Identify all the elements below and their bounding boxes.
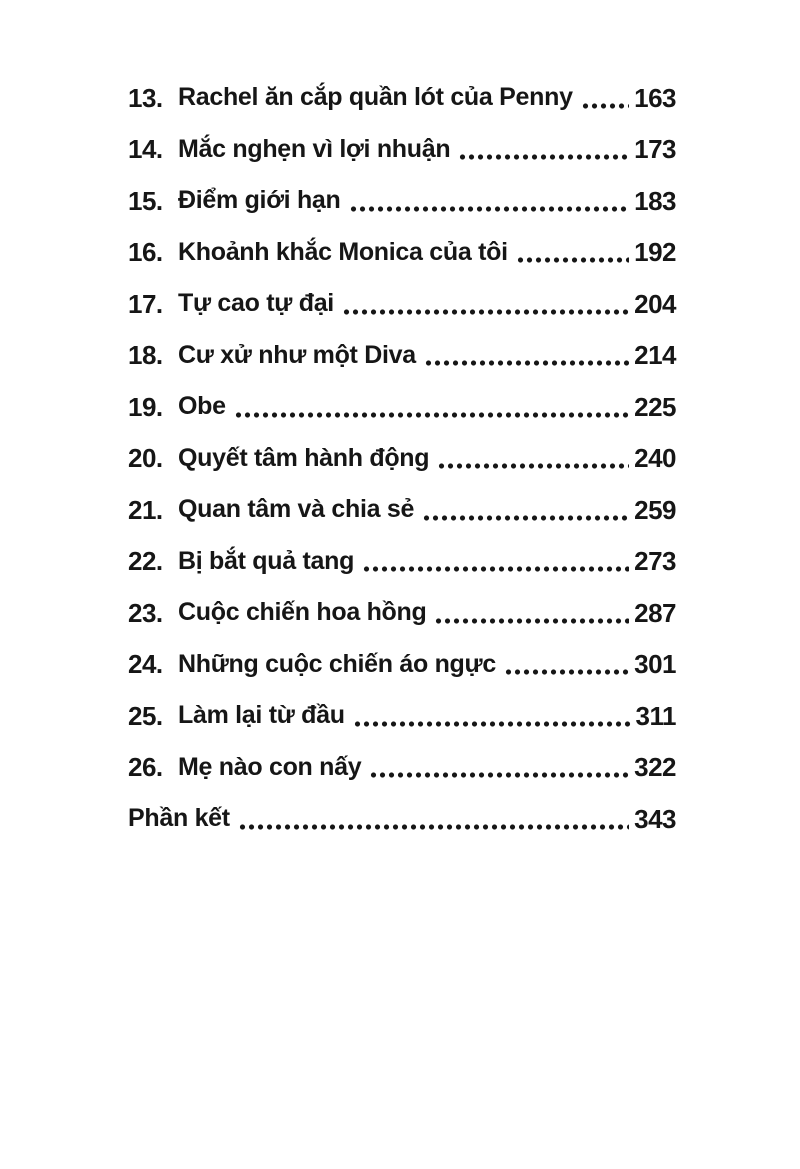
chapter-title: Những cuộc chiến áo ngực <box>178 649 496 678</box>
chapter-number: 18. <box>128 340 163 370</box>
toc-entry <box>128 626 676 678</box>
toc-entry <box>128 523 676 575</box>
dot-leader <box>434 618 629 624</box>
page-number: 225 <box>634 391 676 422</box>
toc-entry <box>128 471 676 523</box>
page-number: 163 <box>634 82 676 113</box>
chapter-title: Khoảnh khắc Monica của tôi <box>178 237 508 266</box>
chapter-number: 23. <box>128 597 163 628</box>
dot-leader <box>581 103 629 109</box>
chapter-title: Mắc nghẹn vì lợi nhuận <box>178 134 451 163</box>
chapter-title: Tự cao tự đại <box>178 289 334 318</box>
table-of-contents <box>128 59 676 832</box>
chapter-number: 15. <box>128 185 163 216</box>
dot-leader <box>437 463 629 469</box>
chapter-number: 16. <box>128 237 163 267</box>
chapter-title: Rachel ăn cắp quần lót của Penny <box>178 83 573 112</box>
toc-entry <box>128 162 676 214</box>
dot-leader <box>342 309 629 315</box>
dot-leader <box>424 360 629 366</box>
chapter-number: 24. <box>128 649 163 679</box>
dot-leader <box>516 257 629 263</box>
chapter-number: 25. <box>128 700 163 731</box>
chapter-title: Cuộc chiến hoa hồng <box>178 598 427 627</box>
chapter-title: Quan tâm và chia sẻ <box>178 495 415 524</box>
page-number: 173 <box>634 134 676 164</box>
dot-leader <box>422 515 629 521</box>
dot-leader <box>458 154 629 160</box>
page-number: 240 <box>634 443 676 473</box>
toc-entry <box>128 111 676 163</box>
page-number: 259 <box>634 494 676 525</box>
dot-leader <box>353 721 631 727</box>
chapter-title: Làm lại từ đầu <box>178 701 345 730</box>
page-number: 273 <box>634 546 676 576</box>
page-number: 311 <box>635 700 676 731</box>
chapter-title: Mẹ nào con nấy <box>178 752 362 781</box>
dot-leader <box>349 206 630 212</box>
toc-entry-epilogue <box>128 780 676 832</box>
dot-leader <box>504 669 629 675</box>
chapter-title: Bị bắt quả tang <box>178 546 355 575</box>
chapter-title: Quyết tâm hành động <box>178 443 430 472</box>
page-number: 183 <box>634 185 676 216</box>
chapter-number: 21. <box>128 494 163 525</box>
toc-entry <box>128 729 676 781</box>
chapter-number: 19. <box>128 391 163 422</box>
chapter-title: Điểm giới hạn <box>178 186 341 215</box>
chapter-title: Obe <box>178 392 226 421</box>
chapter-number: 22. <box>128 546 163 576</box>
epilogue-title: Phần kết <box>128 804 230 833</box>
page-number: 322 <box>634 752 676 782</box>
chapter-number: 14. <box>128 134 163 164</box>
chapter-number: 17. <box>128 288 163 319</box>
toc-entry <box>128 317 676 369</box>
chapter-number: 26. <box>128 752 163 782</box>
dot-leader <box>238 824 629 830</box>
chapter-title: Cư xử như một Diva <box>178 340 416 369</box>
page-number: 214 <box>634 340 676 370</box>
toc-entry <box>128 677 676 729</box>
toc-entry <box>128 265 676 317</box>
page-number: 204 <box>634 288 676 319</box>
page-number: 287 <box>634 597 676 628</box>
toc-entry <box>128 574 676 626</box>
dot-leader <box>234 412 629 418</box>
page-number: 343 <box>634 803 676 834</box>
page-number: 192 <box>634 237 676 267</box>
toc-entry <box>128 420 676 472</box>
chapter-number: 20. <box>128 443 163 473</box>
chapter-number: 13. <box>128 82 163 113</box>
page-number: 301 <box>634 649 676 679</box>
toc-entry <box>128 59 676 111</box>
dot-leader <box>362 566 629 572</box>
toc-entry <box>128 214 676 266</box>
dot-leader <box>369 772 629 778</box>
toc-entry <box>128 368 676 420</box>
